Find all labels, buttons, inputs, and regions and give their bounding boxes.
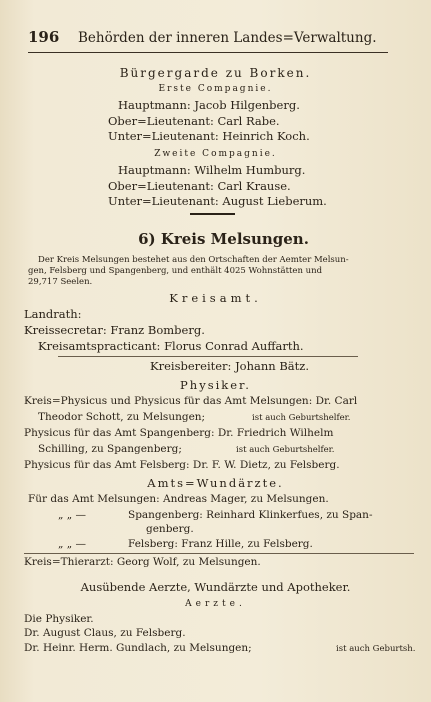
kreis-desc-3: 29,717 Seelen. (28, 277, 93, 287)
aerzte-title: Aerzte. (185, 599, 246, 609)
physiker-2b: Schilling, zu Spangenberg; (38, 443, 182, 455)
running-title: Behörden der inneren Landes=Verwaltung. (78, 30, 377, 46)
divider-rule (58, 356, 358, 357)
company1-unterleutnant: Unter=Lieutenant: Heinrich Koch. (108, 129, 310, 143)
kreisbereiter: Kreisbereiter: Johann Bätz. (150, 359, 309, 373)
company2-label: Zweite Compagnie. (154, 149, 277, 159)
divider-rule-2 (24, 553, 414, 554)
landrath: Landrath: (24, 307, 82, 321)
wund-2b: genberg. (146, 523, 194, 535)
kreisamtspracticant: Kreisamtspracticant: Florus Conrad Auffarth. (38, 339, 304, 353)
wund-3-ditto: „ „ — (58, 538, 87, 550)
physiker-2a: Physicus für das Amt Spangenberg: Dr. Friedrich Wilhelm (24, 427, 334, 439)
physiker-2b-note: ist auch Geburtshelfer. (236, 445, 335, 455)
company2-unterleutnant: Unter=Lieutenant: August Lieberum. (108, 194, 327, 208)
kreissecretar: Kreissecretar: Franz Bomberg. (24, 323, 205, 337)
kreisamt-title: Kreisamt. (169, 291, 262, 305)
physiker-1a: Kreis=Physicus und Physicus für das Amt Melsungen: Dr. Carl (24, 395, 358, 407)
wundaerzte-title: Amts=Wundärzte. (147, 476, 284, 490)
kreis-desc-2: gen, Felsberg und Spangenberg, und enthält 4025 Wohnstätten und (28, 266, 323, 276)
company2-oberleutnant: Ober=Lieutenant: Carl Krause. (108, 179, 291, 193)
company1-hauptmann: Hauptmann: Jacob Hilgenberg. (118, 98, 300, 112)
buergergarde-title: Bürgergarde zu Borken. (119, 66, 312, 80)
section-separator (190, 213, 235, 215)
aerzte-2: Dr. August Claus, zu Felsberg. (24, 627, 186, 639)
ausuebende-title: Ausübende Aerzte, Wundärzte und Apotheker. (80, 580, 351, 594)
wund-3: Felsberg: Franz Hille, zu Felsberg. (128, 538, 313, 550)
aerzte-3: Dr. Heinr. Herm. Gundlach, zu Melsungen; (24, 642, 252, 654)
wund-2-ditto: „ „ — (58, 509, 87, 521)
page-number: 196 (28, 28, 60, 46)
company2-hauptmann: Hauptmann: Wilhelm Humburg. (118, 163, 306, 177)
physiker-title: Physiker. (180, 378, 251, 392)
header-rule (28, 52, 388, 53)
company1-label: Erste Compagnie. (158, 84, 273, 94)
company1-oberleutnant: Ober=Lieutenant: Carl Rabe. (108, 114, 280, 128)
thierarzt: Kreis=Thierarzt: Georg Wolf, zu Melsungen. (24, 556, 261, 568)
physiker-1b-note: ist auch Geburtshelfer. (252, 413, 351, 423)
physiker-3: Physicus für das Amt Felsberg: Dr. F. W. Dietz, zu Felsberg. (24, 459, 340, 471)
physiker-1b: Theodor Schott, zu Melsungen; (38, 411, 206, 423)
wund-2: Spangenberg: Reinhard Klinkerfues, zu Span- (128, 509, 373, 521)
wund-1: Für das Amt Melsungen: Andreas Mager, zu Melsungen. (28, 493, 329, 505)
aerzte-1: Die Physiker. (24, 613, 94, 625)
kreis-heading: 6) Kreis Melsungen. (138, 230, 309, 248)
kreis-desc-1: Der Kreis Melsungen bestehet aus den Ortschaften der Aemter Melsun- (38, 255, 349, 265)
aerzte-3-note: ist auch Geburtsh. (336, 644, 416, 654)
